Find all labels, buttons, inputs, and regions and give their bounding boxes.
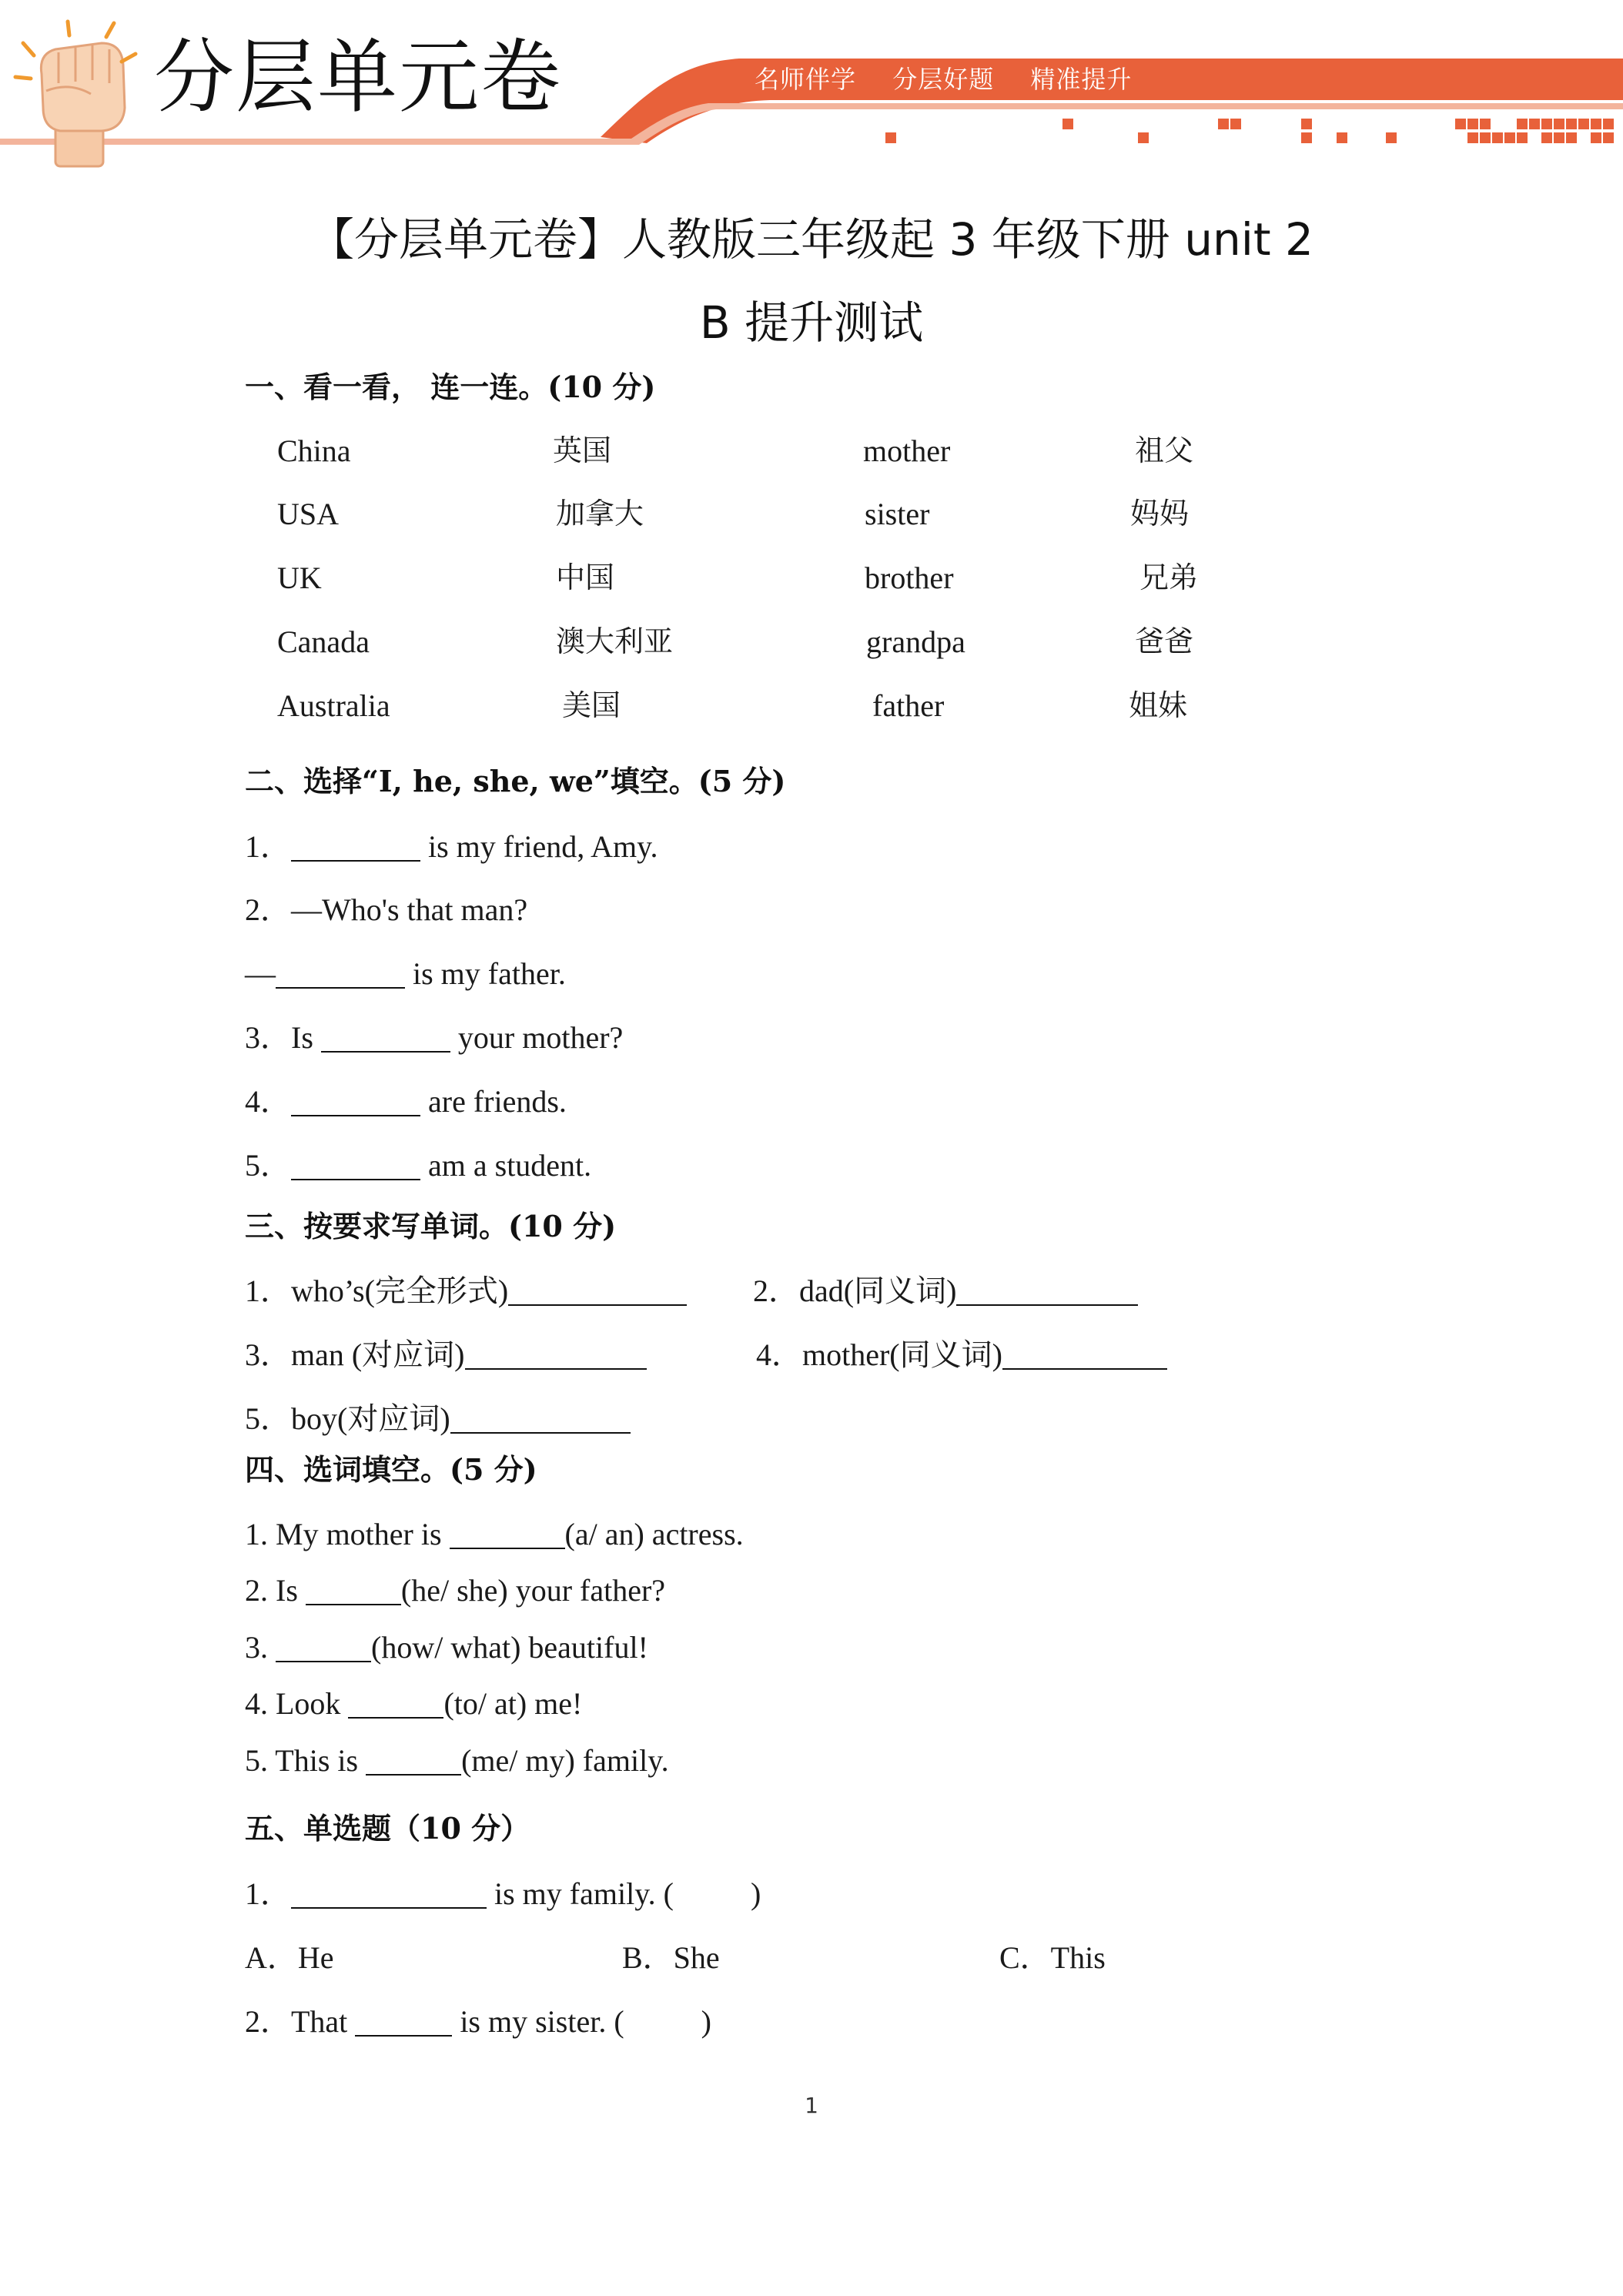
s5-q1-blank[interactable]: [291, 1881, 487, 1909]
match-family-3: brother: [865, 561, 954, 595]
s5-q1-option-b[interactable]: B．She: [622, 1940, 720, 1975]
s5-q1-option-a[interactable]: A．He: [245, 1940, 334, 1975]
match-family-1: mother: [863, 433, 951, 468]
s4-q1-blank[interactable]: [450, 1521, 565, 1549]
section-2-heading: 二、选择“I, he, she, we”填空。(5 分): [245, 764, 786, 798]
s3-question-1: [245, 1276, 687, 1307]
doc-title-line2: B 提升测试: [699, 296, 924, 349]
s5-q1-text: is my family. (: [494, 1876, 674, 1911]
s5-q2-text-a: 2．That: [245, 2004, 348, 2039]
section-3-heading: 三、按要求写单词。(10 分): [245, 1209, 617, 1243]
header-banner: [0, 0, 1623, 177]
doc-title-line1: 【分层单元卷】人教版三年级起 3 年级下册 unit 2: [310, 213, 1313, 266]
s3-q5-blank[interactable]: [450, 1406, 631, 1434]
match-family-cn-5: 姐妹: [1129, 688, 1188, 722]
s5-q1-num: 1．: [245, 1876, 291, 1911]
section-4-heading: 四、选词填空。(5 分): [245, 1452, 537, 1487]
match-family-cn-4: 爸爸: [1135, 624, 1194, 658]
s5-q2-blank[interactable]: [355, 2009, 452, 2037]
slogan-3: 精准提升: [1030, 65, 1133, 94]
s2-question-2: [245, 892, 528, 927]
s3-question-2: [753, 1276, 1138, 1307]
section-5-heading: 五、单选题（10 分）: [245, 1811, 530, 1846]
s2-q3-num: 3．Is: [245, 1020, 313, 1055]
s3-question-3: [245, 1337, 647, 1372]
s4-question-2: [245, 1575, 665, 1606]
match-family-5: father: [872, 688, 945, 723]
s2-q5-num: 5．: [245, 1148, 291, 1183]
slogan-bar: [755, 60, 1160, 95]
s3-q1-text: 1．who’s(完全形式): [245, 1274, 509, 1308]
s4-q1-text-a: 1. My mother is: [245, 1517, 442, 1551]
page-number: 1: [805, 2093, 818, 2118]
s5-q2-text-b: is my sister. (: [460, 2004, 624, 2039]
s3-q1-blank[interactable]: [508, 1278, 687, 1306]
s4-question-3: [245, 1632, 648, 1663]
s4-q2-text-a: 2. Is: [245, 1573, 298, 1608]
s4-q1-text-b: (a/ an) actress.: [564, 1517, 744, 1551]
s5-question-1: [245, 1876, 761, 1911]
match-cn-1: 英国: [553, 433, 612, 467]
match-cn-3: 中国: [556, 561, 615, 594]
match-family-4: grandpa: [866, 624, 965, 659]
s2-q5-blank[interactable]: [291, 1153, 420, 1180]
brand-title: 分层单元卷: [154, 30, 563, 124]
section-1-heading: 一、看一看， 连一连。(10 分): [245, 370, 656, 404]
s2-q4-text: are friends.: [428, 1084, 567, 1119]
s4-question-4: [245, 1686, 583, 1721]
s5-q1-option-c[interactable]: C．This: [999, 1940, 1106, 1975]
slogan-1: 名师伴学: [755, 65, 857, 94]
s2-q4-blank[interactable]: [291, 1089, 420, 1116]
s2-q2b-dash: —: [245, 956, 276, 991]
s5-q1-close: ): [750, 1876, 761, 1911]
s4-q3-text-b: (how/ what) beautiful!: [371, 1630, 648, 1665]
slogan-2: 分层好题: [892, 65, 995, 94]
s2-q5-text: am a student.: [428, 1148, 592, 1183]
match-cn-2: 加拿大: [556, 497, 644, 530]
s2-q1-text: is my friend, Amy.: [428, 829, 658, 864]
match-cn-5: 美国: [562, 688, 621, 722]
s2-q4-num: 4．: [245, 1084, 291, 1119]
s4-q3-text-a: 3.: [245, 1630, 268, 1665]
s4-q5-text-a: 5. This is: [245, 1743, 359, 1778]
s2-q2b-text: is my father.: [413, 956, 566, 991]
s4-q5-blank[interactable]: [366, 1748, 461, 1776]
s4-question-1: [245, 1519, 744, 1550]
match-en-4: Canada: [277, 624, 370, 659]
s2-q2-num: 2．: [245, 892, 291, 927]
s4-q3-blank[interactable]: [276, 1635, 371, 1662]
match-en-2: USA: [277, 497, 340, 531]
s4-q2-blank[interactable]: [306, 1578, 401, 1605]
s3-q4-text: 4．mother(同义词): [756, 1337, 1002, 1372]
s3-q2-text: 2．dad(同义词): [753, 1274, 957, 1308]
s2-question-5: [245, 1150, 591, 1181]
s2-q3-text: your mother?: [457, 1020, 624, 1055]
s3-q4-blank[interactable]: [1002, 1342, 1167, 1370]
match-family-cn-3: 兄弟: [1139, 561, 1199, 594]
s3-q2-blank[interactable]: [956, 1278, 1138, 1306]
match-cn-4: 澳大利亚: [556, 624, 674, 658]
s2-q3-blank[interactable]: [321, 1025, 450, 1053]
s3-q5-text: 5．boy(对应词): [245, 1401, 450, 1436]
s4-q4-blank[interactable]: [348, 1691, 443, 1719]
decor-squares: [885, 119, 1614, 143]
s3-question-5: [245, 1401, 631, 1436]
s5-q2-close: ): [701, 2004, 711, 2039]
s2-q1-num: 1．: [245, 829, 291, 864]
s4-q4-text-b: (to/ at) me!: [443, 1686, 583, 1721]
match-en-3: UK: [277, 561, 322, 595]
s2-question-4: [245, 1086, 567, 1117]
s4-question-5: [245, 1745, 669, 1776]
s3-q3-text: 3．man (对应词): [245, 1337, 465, 1372]
s2-q2b-blank[interactable]: [276, 961, 405, 989]
s2-q1-blank[interactable]: [291, 834, 420, 862]
s2-q2-text: —Who's that man?: [291, 892, 528, 927]
match-en-1: China: [277, 433, 351, 468]
s5-question-2: [245, 2006, 711, 2037]
match-family-cn-1: 祖父: [1135, 433, 1194, 467]
s3-q3-blank[interactable]: [465, 1342, 647, 1370]
s4-q2-text-b: (he/ she) your father?: [400, 1573, 666, 1608]
s2-question-1: [245, 829, 658, 864]
s4-q4-text-a: 4. Look: [245, 1686, 341, 1721]
match-family-2: sister: [865, 497, 930, 531]
match-family-cn-2: 妈妈: [1130, 497, 1190, 530]
s4-q5-text-b: (me/ my) family.: [461, 1743, 669, 1778]
match-en-5: Australia: [277, 688, 390, 723]
s2-question-2b: [245, 956, 566, 991]
s2-question-3: [245, 1022, 623, 1053]
s3-question-4: [756, 1337, 1167, 1372]
